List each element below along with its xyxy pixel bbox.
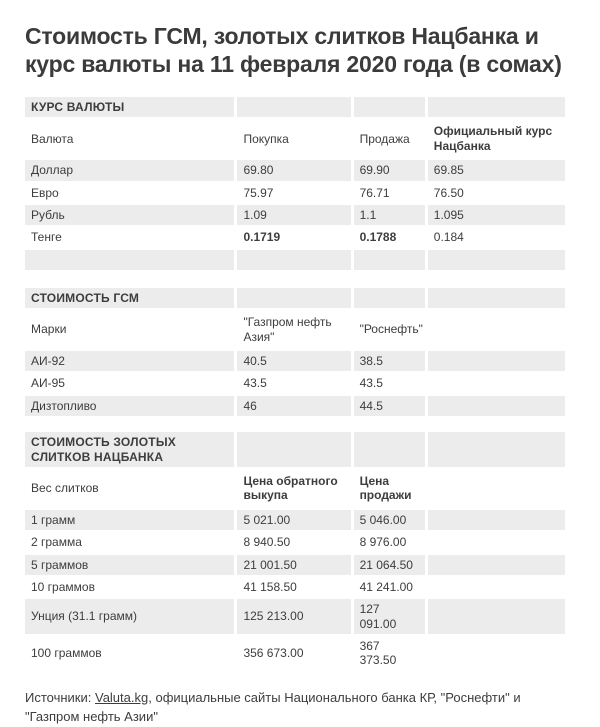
empty-cell	[428, 469, 565, 508]
fuel-name: АИ-95	[31, 376, 65, 391]
official-value: 1.095	[428, 205, 565, 225]
sources-suffix: , официальные сайты Национального банка КР, "Роснефти" и "Газпром нефть Азии"	[25, 689, 521, 724]
fuel-column-header-row	[25, 310, 565, 349]
col-header-buyback-price: Цена обратного выкупа	[237, 469, 350, 508]
col-header-rosneft: "Роснефть"	[354, 310, 425, 349]
col-header-official-rate: Официальный курс Нацбанка	[428, 119, 565, 158]
gold-bars-table	[22, 430, 568, 673]
sources-prefix: Источники:	[25, 689, 95, 705]
table-row-tenge	[25, 227, 565, 247]
empty-cell	[428, 310, 565, 349]
empty-cell	[428, 351, 565, 371]
fuel-prices-table	[22, 286, 568, 418]
currency-section-header-row	[25, 97, 565, 117]
table-row-dollar	[25, 160, 565, 180]
table-row-2g	[25, 532, 565, 552]
empty-cell	[354, 250, 425, 270]
table-row-1g	[25, 510, 565, 530]
empty-cell	[428, 250, 565, 270]
gazprom-price: 46	[237, 396, 350, 416]
sale-price: 21 064.50	[354, 555, 425, 575]
table-row-ounce	[25, 599, 565, 634]
col-header-sale-price: Цена продажи	[354, 469, 425, 508]
currency-rates-table	[22, 95, 568, 272]
official-value: 69.85	[428, 160, 565, 180]
empty-cell	[354, 288, 425, 308]
buyback-price: 5 021.00	[237, 510, 350, 530]
rosneft-price: 44.5	[354, 396, 425, 416]
official-value: 76.50	[433, 185, 464, 200]
weight-label: Унция (31.1 грамм)	[25, 599, 234, 634]
empty-cell	[428, 577, 565, 597]
empty-cell	[428, 396, 565, 416]
table-row-ruble	[25, 205, 565, 225]
buyback-price: 356 673.00	[243, 646, 304, 661]
empty-cell	[354, 97, 425, 117]
sale-price: 5 046.00	[354, 510, 425, 530]
empty-cell	[237, 250, 350, 270]
table-row-ai92	[25, 351, 565, 371]
empty-cell	[428, 599, 565, 634]
sources-note	[25, 689, 573, 727]
fuel-section-header-row	[25, 288, 565, 308]
empty-cell	[354, 432, 425, 467]
table-row-euro	[25, 183, 565, 203]
col-header-gazprom: "Газпром нефть Азия"	[237, 310, 350, 349]
weight-label: 100 граммов	[31, 646, 102, 661]
col-header-brand: Марки	[25, 310, 234, 349]
sell-value: 76.71	[359, 185, 390, 200]
rosneft-price: 43.5	[359, 376, 383, 391]
gazprom-price: 43.5	[243, 376, 267, 391]
buy-value: 0.1719	[243, 230, 281, 245]
buy-value: 1.09	[237, 205, 350, 225]
empty-cell	[237, 288, 350, 308]
weight-label: 5 граммов	[25, 555, 234, 575]
col-header-buy: Покупка	[237, 119, 350, 158]
fuel-section-title: СТОИМОСТЬ ГСМ	[25, 288, 234, 308]
page-title: Стоимость ГСМ, золотых слитков Нацбанка и курс валюты на 11 февраля 2020 года (в сомах)	[25, 23, 562, 78]
sell-value: 1.1	[354, 205, 425, 225]
currency-name: Тенге	[31, 230, 62, 245]
buy-value: 75.97	[243, 185, 274, 200]
sale-price: 127 091.00	[354, 599, 425, 634]
gold-column-header-row	[25, 469, 565, 508]
buyback-price: 41 158.50	[243, 579, 297, 594]
currency-section-title: КУРС ВАЛЮТЫ	[25, 97, 234, 117]
currency-name: Доллар	[25, 160, 234, 180]
weight-label: 1 грамм	[25, 510, 234, 530]
col-header-weight: Вес слитков	[25, 469, 234, 508]
buyback-price: 8 940.50	[243, 535, 291, 550]
empty-cell	[428, 288, 565, 308]
table-row-ai95	[25, 373, 565, 393]
empty-cell	[428, 532, 565, 552]
table-row-10g	[25, 577, 565, 597]
fuel-name: АИ-92	[25, 351, 234, 371]
empty-cell	[428, 636, 565, 671]
gold-section-title: СТОИМОСТЬ ЗОЛОТЫХ СЛИТКОВ НАЦБАНКА	[25, 432, 234, 467]
table-row-5g	[25, 555, 565, 575]
gazprom-price: 40.5	[237, 351, 350, 371]
empty-cell	[428, 432, 565, 467]
buyback-price: 21 001.50	[237, 555, 350, 575]
col-header-sell: Продажа	[354, 119, 425, 158]
table-row-diesel	[25, 396, 565, 416]
sale-price: 41 241.00	[359, 579, 413, 594]
table-row-100g	[25, 636, 565, 671]
sale-price: 367 373.50	[359, 639, 397, 668]
buyback-price: 125 213.00	[237, 599, 350, 634]
empty-cell	[428, 555, 565, 575]
empty-cell	[428, 373, 565, 393]
sell-value: 69.90	[354, 160, 425, 180]
buy-value: 69.80	[237, 160, 350, 180]
fuel-name: Дизтопливо	[25, 396, 234, 416]
weight-label: 2 грамма	[31, 535, 82, 550]
empty-cell	[428, 97, 565, 117]
sale-price: 8 976.00	[359, 535, 407, 550]
col-header-currency: Валюта	[25, 119, 234, 158]
valuta-kg-link[interactable]: Valuta.kg	[94, 689, 149, 705]
empty-cell	[428, 510, 565, 530]
rosneft-price: 38.5	[354, 351, 425, 371]
empty-cell	[25, 250, 234, 270]
currency-name: Рубль	[25, 205, 234, 225]
empty-row	[25, 250, 565, 270]
gold-section-header-row	[25, 432, 565, 467]
currency-column-header-row	[25, 119, 565, 158]
sell-value: 0.1788	[359, 230, 397, 245]
weight-label: 10 граммов	[31, 579, 95, 594]
currency-name: Евро	[31, 185, 59, 200]
official-value: 0.184	[433, 230, 464, 245]
empty-cell	[237, 97, 350, 117]
empty-cell	[237, 432, 350, 467]
